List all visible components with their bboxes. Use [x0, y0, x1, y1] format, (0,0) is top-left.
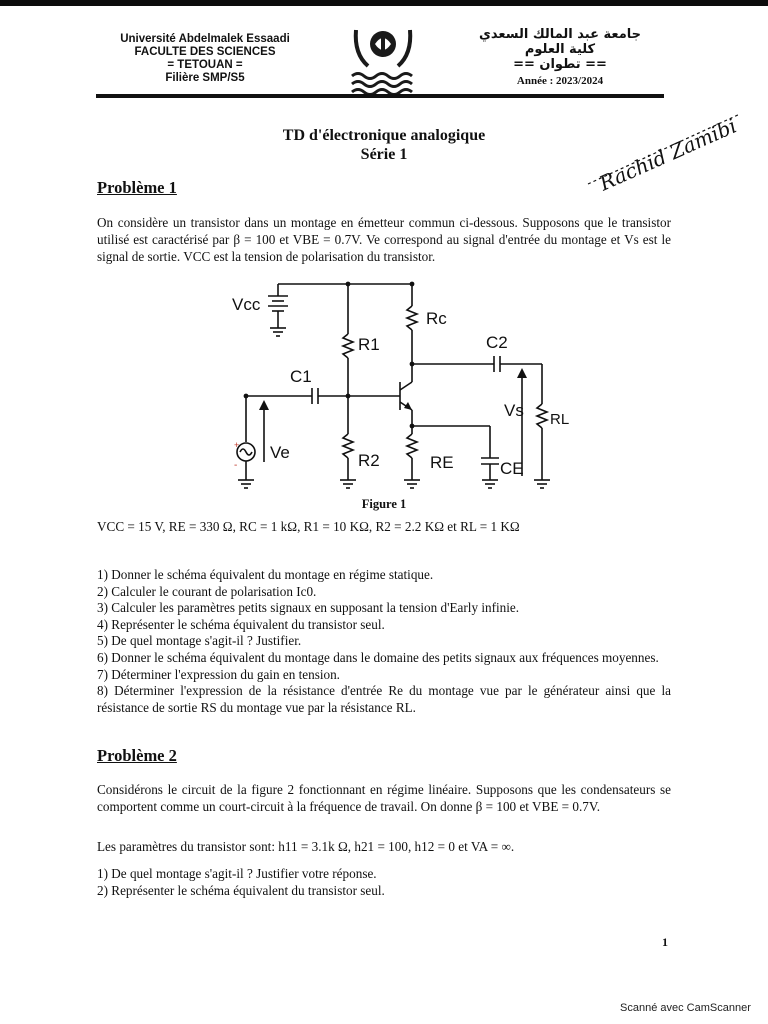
label-ce: CE — [500, 459, 524, 478]
problem-1-intro: On considère un transistor dans un montage en émetteur commun ci-dessous. Supposons que le transistor utilisé est caractérisé par β = 100 et VBE = 0.7V. Ve correspond au signal d'entrée du montage et Vs est le signal de sortie. VCC est la tension de polarisation du transistor. — [97, 215, 671, 264]
scan-top-edge — [0, 0, 768, 6]
handwritten-name: Rachid Zamibi — [595, 113, 741, 196]
problem-2-params: Les paramètres du transistor sont: h11 = 3.1k Ω, h21 = 100, h12 = 0 et VA = ∞. — [97, 839, 515, 854]
university-logo-icon — [348, 24, 418, 96]
question-item: 7) Déterminer l'expression du gain en tension. — [97, 666, 340, 682]
problem-2-questions — [97, 866, 671, 899]
program-name: Filière SMP/S5 — [165, 72, 245, 84]
label-rc: Rc — [426, 309, 447, 328]
problem-1-questions — [97, 567, 671, 716]
series-title: Série 1 — [360, 146, 408, 163]
question-item: 6) Donner le schéma équivalent du montage dans le domaine des petits signaux aux fréquences moyennes. — [97, 649, 659, 665]
label-re: RE — [430, 453, 454, 472]
label-ve: Ve — [270, 443, 290, 462]
university-name: Université Abdelmalek Essaadi — [120, 33, 290, 45]
circuit-diagram-figure-1 — [220, 270, 570, 500]
label-c1: C1 — [290, 367, 312, 386]
td-title: TD d'électronique analogique — [282, 127, 486, 144]
page-number: 1 — [662, 935, 668, 949]
question-item: 5) De quel montage s'agit-il ? Justifier. — [97, 633, 302, 649]
question-item: 4) Représenter le schéma équivalent du transistor seul. — [97, 616, 385, 632]
question-item: 8) Déterminer l'expression de la résistance d'entrée Re du montage vue par le générateur ainsi que la résistance de sortie RS du montage vue par la résistance RL. — [97, 683, 671, 715]
question-item: 3) Calculer les paramètres petits signaux en supposant la tension d'Early infinie. — [97, 600, 520, 616]
svg-text:+: + — [234, 440, 240, 450]
question-item: 1) De quel montage s'agit-il ? Justifier votre réponse. — [97, 866, 377, 881]
question-item: 2) Calculer le courant de polarisation Ic0. — [97, 583, 317, 599]
university-name-ar: جامعة عبد المالك السعدي — [478, 27, 642, 42]
handwritten-signature — [560, 86, 760, 196]
svg-text:-: - — [234, 460, 238, 471]
question-item: 1) Donner le schéma équivalent du montage en régime statique. — [97, 567, 434, 582]
academic-year: Année : 2023/2024 — [516, 75, 604, 87]
problem-1-heading: Problème 1 — [97, 178, 177, 197]
label-r1: R1 — [358, 335, 380, 354]
label-rl: RL — [550, 411, 570, 428]
city-name-ar: == تطوان == — [513, 57, 607, 72]
university-header-ar — [470, 27, 650, 89]
figure-caption: Figure 1 — [361, 497, 407, 511]
label-r2: R2 — [358, 451, 380, 470]
faculty-name: FACULTE DES SCIENCES — [134, 46, 276, 58]
problem-2-intro: Considérons le circuit de la figure 2 fonctionnant en régime linéaire. Supposons que les condensateurs se comportent comme un court-circuit à la fréquence de travail. On donne β = 100 et VBE = 0.7V. — [97, 782, 671, 814]
faculty-name-ar: كلية العلوم — [524, 42, 596, 57]
city-name: = TETOUAN = — [167, 59, 243, 71]
label-vcc: Vcc — [232, 295, 261, 314]
scanner-watermark: Scanné avec CamScanner — [620, 1002, 751, 1014]
university-header-fr — [100, 33, 310, 85]
label-c2: C2 — [486, 333, 508, 352]
component-values: VCC = 15 V, RE = 330 Ω, RC = 1 kΩ, R1 = 10 KΩ, R2 = 2.2 KΩ et RL = 1 KΩ — [97, 519, 520, 534]
question-item: 2) Représenter le schéma équivalent du transistor seul. — [97, 882, 385, 898]
label-vs: Vs — [504, 401, 524, 420]
problem-2-heading: Problème 2 — [97, 746, 177, 765]
